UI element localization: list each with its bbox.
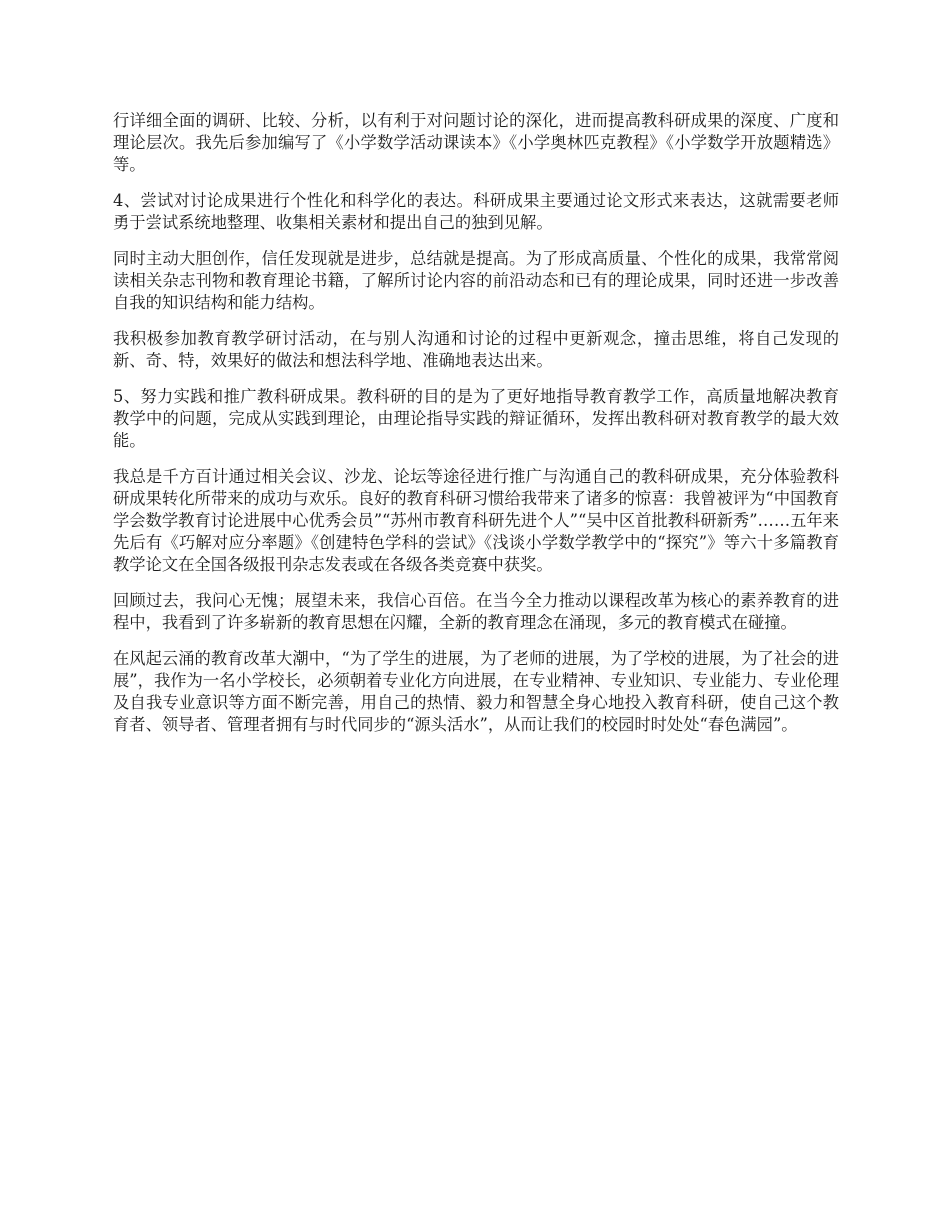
paragraph: 在风起云涌的教育改革大潮中，“为了学生的进展，为了老师的进展，为了学校的进展，为了社会的进展”，我作为一名小学校长，必须朝着专业化方向进展，在专业精神、专业知识、专业能力、专业伦理及自我专业意识等方面不断完善，用自己的热情、毅力和智慧全身心地投入教育科研，使自己这个教育者、领导者、管理者拥有与时代同步的“源头活水”，从而让我们的校园时时处处“春色满园”。: [113, 649, 839, 734]
paragraph: 我积极参加教育教学研讨活动，在与别人沟通和讨论的过程中更新观念，撞击思维，将自己发现的新、奇、特，效果好的做法和想法科学地、准确地表达出来。: [113, 329, 839, 370]
paragraph: 同时主动大胆创作，信任发现就是进步，总结就是提高。为了形成高质量、个性化的成果，我常常阅读相关杂志刊物和教育理论书籍，了解所讨论内容的前沿动态和已有的理论成果，同时还进一步改善自我的知识结构和能力结构。: [113, 249, 839, 312]
paragraph: 回顾过去，我问心无愧；展望未来，我信心百倍。在当今全力推动以课程改革为核心的素养教育的进程中，我看到了许多崭新的教育思想在闪耀，全新的教育理念在涌现，多元的教育模式在碰撞。: [113, 591, 839, 632]
paragraph: 5、努力实践和推广教科研成果。教科研的目的是为了更好地指导教育教学工作，高质量地解决教育教学中的问题，完成从实践到理论，由理论指导实践的辩证循环，发挥出教科研对教育教学的最大效能。: [113, 387, 839, 450]
paragraph: 行详细全面的调研、比较、分析，以有利于对问题讨论的深化，进而提高教科研成果的深度、广度和理论层次。我先后参加编写了《小学数学活动课读本》《小学奥林匹克教程》《小学数学开放题精选》等。: [113, 111, 839, 174]
paragraph: 4、尝试对讨论成果进行个性化和科学化的表达。科研成果主要通过论文形式来表达，这就需要老师勇于尝试系统地整理、收集相关素材和提出自己的独到见解。: [113, 191, 839, 232]
paragraph: 我总是千方百计通过相关会议、沙龙、论坛等途径进行推广与沟通自己的教科研成果，充分体验教科研成果转化所带来的成功与欢乐。良好的教育科研习惯给我带来了诸多的惊喜：我曾被评为“中国教育学会数学教育讨论进展中心优秀会员”“苏州市教育科研先进个人”“吴中区首批教科研新秀”……五年来先后有《巧解对应分率题》《创建特色学科的尝试》《浅谈小学数学教学中的“探究”》等六十多篇教育教学论文在全国各级报刊杂志发表或在各级各类竞赛中获奖。: [113, 467, 839, 574]
document-body: [113, 110, 839, 750]
